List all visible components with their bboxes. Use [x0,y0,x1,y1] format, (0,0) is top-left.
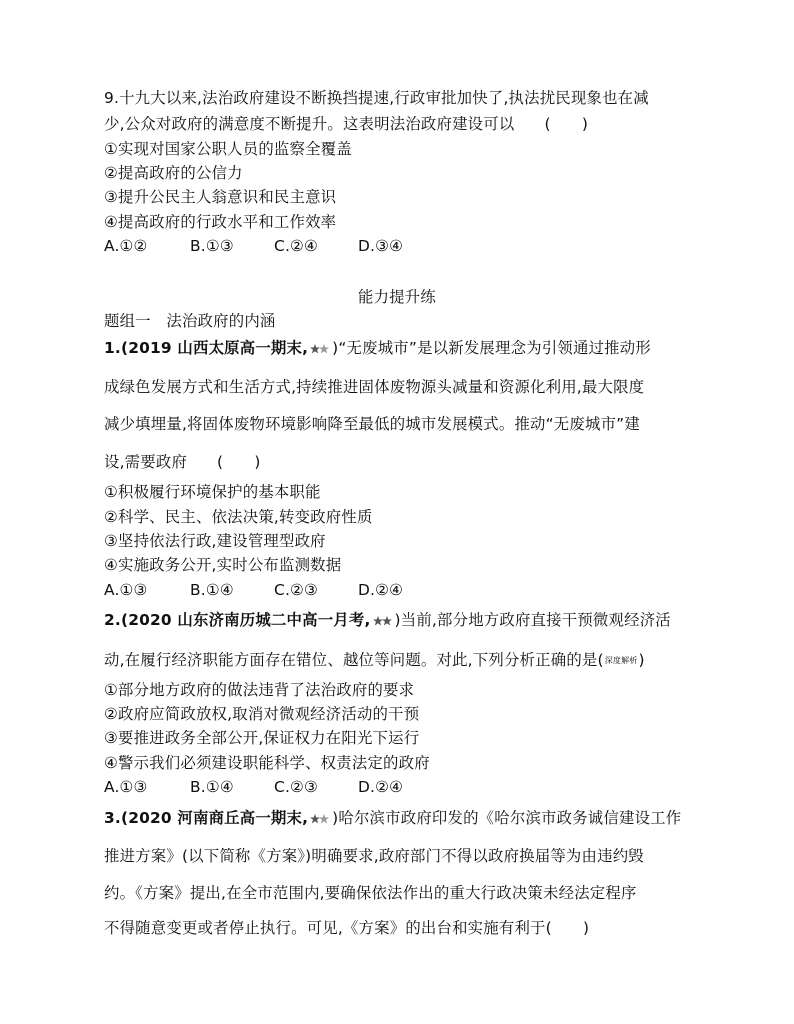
q1-option-d: D.②④ [358,581,404,599]
q9-answer-bracket: ( ) [544,115,589,133]
q1-option-c: C.②③ [274,581,319,599]
q9-stem-line-2 [104,114,588,134]
q2-option-a: A.①③ [104,778,148,796]
difficulty-stars-icon [373,615,393,627]
difficulty-stars-icon [310,813,330,825]
q9-option-d: D.③④ [358,237,404,255]
q1-stem-line-3: 减少填埋量,将固体废物环境影响降至最低的城市发展模式。推动“无废城市”建 [104,415,640,433]
q1-answer-bracket: ( ) [217,453,261,471]
q1-item-4: ④实施政务公开,实时公布监测数据 [104,556,342,574]
difficulty-stars-icon [310,343,330,355]
q9-stem-text: 少,公众对政府的满意度不断提升。这表明法治政府建设可以 [104,115,515,133]
q1-item-1: ①积极履行环境保护的基本职能 [104,483,321,501]
q1-stem-line-2: 成绿色发展方式和生活方式,持续推进固体废物源头减量和资源化利用,最大限度 [104,378,645,396]
group-title: 题组一 法治政府的内涵 [104,312,276,330]
q2-bracket-close: ) [638,651,645,669]
q2-stem-line-1 [104,610,671,630]
q1-stem-line-1 [104,338,651,358]
q3-source: 3.(2020 河南商丘高一期末, [104,809,309,827]
q1-option-a: A.①③ [104,581,148,599]
q9-item-4: ④提高政府的行政水平和工作效率 [104,213,337,231]
q9-options [104,236,403,256]
q3-stem-line-3: 约。《方案》提出,在全市范围内,要确保依法作出的重大行政决策未经法定程序 [104,884,637,902]
q3-stem-line-1 [104,808,681,828]
q2-option-c: C.②③ [274,778,319,796]
q9-item-2: ②提高政府的公信力 [104,164,243,182]
q2-item-2: ②政府应简政放权,取消对微观经济活动的干预 [104,705,420,723]
q2-item-3: ③要推进政务全部公开,保证权力在阳光下运行 [104,729,420,747]
q2-option-d: D.②④ [358,778,404,796]
q3-stem-line-2: 推进方案》(以下简称《方案》)明确要求,政府部门不得以政府换届等为由违约毁 [104,847,644,865]
q1-stem-text-1: )“无废城市”是以新发展理念为引领通过推动形 [332,339,651,357]
q2-item-1: ①部分地方政府的做法违背了法治政府的要求 [104,681,415,699]
q1-source: 1.(2019 山西太原高一期末, [104,339,309,357]
q1-stem-line-4 [104,452,261,472]
q1-option-b: B.①④ [190,581,234,599]
q1-item-3: ③坚持依法行政,建设管理型政府 [104,532,326,550]
q1-options [104,580,403,600]
q9-option-b: B.①③ [190,237,234,255]
q3-stem-line-4: 不得随意变更或者停止执行。可见,《方案》的出台和实施有利于( ) [104,919,590,937]
q1-item-2: ②科学、民主、依法决策,转变政府性质 [104,508,373,526]
q9-stem-line-1: 9.十九大以来,法治政府建设不断换挡提速,行政审批加快了,执法扰民现象也在减 [104,89,649,107]
q1-stem-text-4: 设,需要政府 [104,453,188,471]
q2-options [104,777,403,797]
q2-source: 2.(2020 山东济南历城二中高一月考, [104,611,371,629]
q9-option-a: A.①② [104,237,148,255]
section-title: 能力提升练 [358,288,436,306]
q2-analysis-tag: 深度解析 [604,655,638,665]
q2-stem-line-2 [104,650,645,671]
q2-stem-text-2: 动,在履行经济职能方面存在错位、越位等问题。对此,下列分析正确的是( [104,651,604,669]
q9-item-1: ①实现对国家公职人员的监察全覆盖 [104,140,352,158]
q3-stem-text-1: )哈尔滨市政府印发的《哈尔滨市政务诚信建设工作 [332,809,682,827]
q2-option-b: B.①④ [190,778,234,796]
q2-stem-text-1: )当前,部分地方政府直接干预微观经济活 [394,611,671,629]
q2-item-4: ④警示我们必须建设职能科学、权责法定的政府 [104,754,430,772]
q9-item-3: ③提升公民主人翁意识和民主意识 [104,188,337,206]
q9-option-c: C.②④ [274,237,319,255]
